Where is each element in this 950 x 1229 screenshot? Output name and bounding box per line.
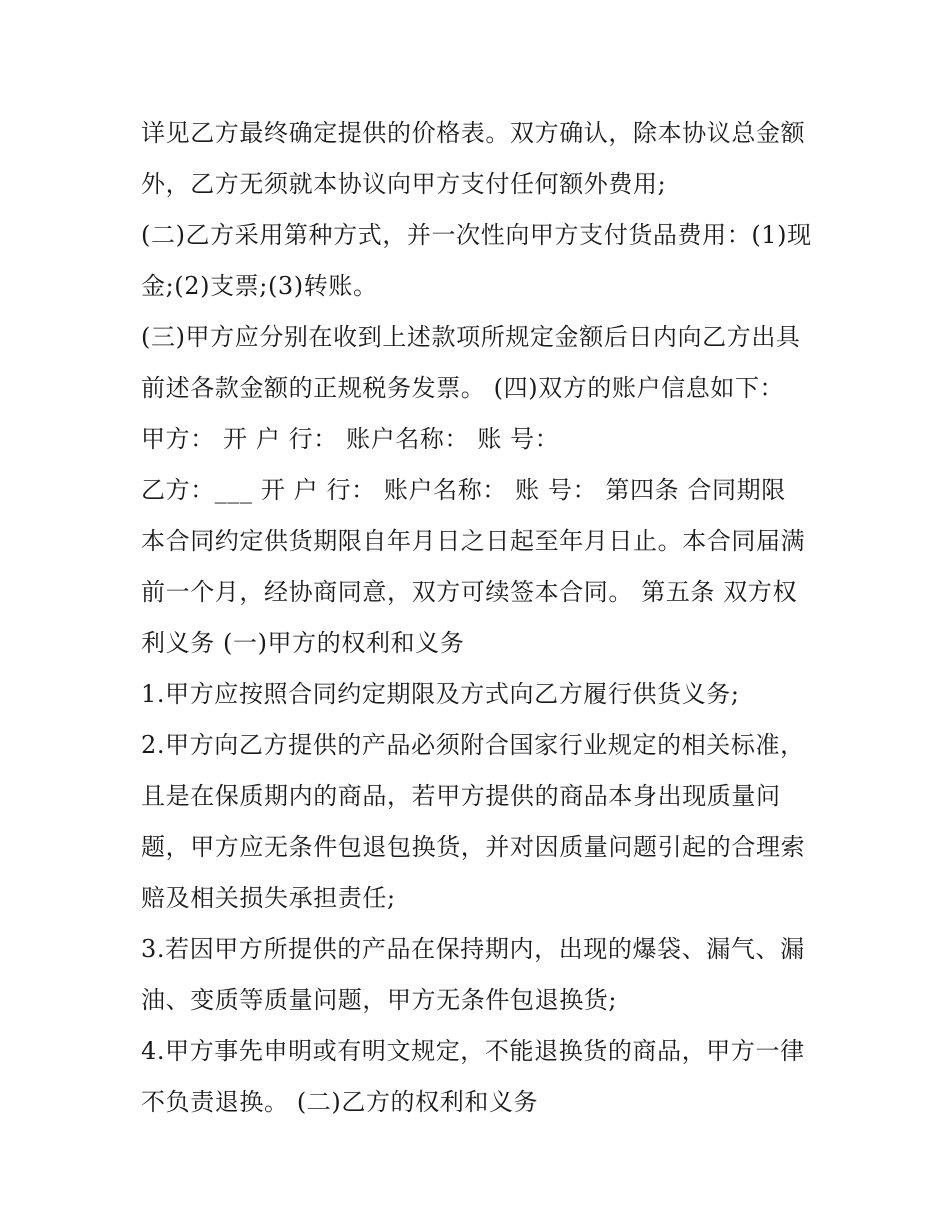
text-line: 本合同约定供货期限自年月日之日起至年月日止。本合同届满 [141, 527, 806, 555]
text-line: 赔及相关损失承担责任; [141, 884, 396, 912]
text-line: 不负责退换。 (二)乙方的权利和义务 [141, 1088, 539, 1116]
text-line: 2.甲方向乙方提供的产品必须附合国家行业规定的相关标准， [141, 731, 805, 759]
text-line: 前述各款金额的正规税务发票。 (四)双方的账户信息如下： [141, 374, 785, 402]
text-line: 乙方：___ 开 户 行： 账户名称： 账 号： 第四条 合同期限 [141, 476, 786, 504]
text-line: 金;(2)支票;(3)转账。 [141, 272, 378, 300]
text-line: 且是在保质期内的商品，若甲方提供的商品本身出现质量问 [141, 782, 781, 810]
text-line: 利义务 (一)甲方的权利和义务 [141, 629, 465, 657]
text-line: 油、变质等质量问题，甲方无条件包退换货; [141, 986, 618, 1014]
text-line: 1.甲方应按照合同约定期限及方式向乙方履行供货义务; [141, 680, 740, 708]
text-line: 甲方： 开 户 行： 账户名称： 账 号： [141, 425, 560, 453]
text-line: 4.甲方事先申明或有明文规定，不能退换货的商品，甲方一律 [141, 1037, 805, 1065]
text-line: 详见乙方最终确定提供的价格表。双方确认，除本协议总金额 [141, 119, 806, 147]
text-line: (二)乙方采用第种方式，并一次性向甲方支付货品费用：(1)现 [141, 221, 812, 249]
text-line: (三)甲方应分别在收到上述款项所规定金额后日内向乙方出具 [141, 323, 801, 351]
text-line: 外，乙方无须就本协议向甲方支付任何额外费用; [141, 170, 667, 198]
text-line: 前一个月，经协商同意，双方可续签本合同。 第五条 双方权 [141, 578, 798, 606]
document-body [141, 108, 821, 1128]
text-line: 3.若因甲方所提供的产品在保持期内，出现的爆袋、漏气、漏 [141, 935, 805, 963]
text-line: 题，甲方应无条件包退包换货，并对因质量问题引起的合理索 [141, 833, 806, 861]
